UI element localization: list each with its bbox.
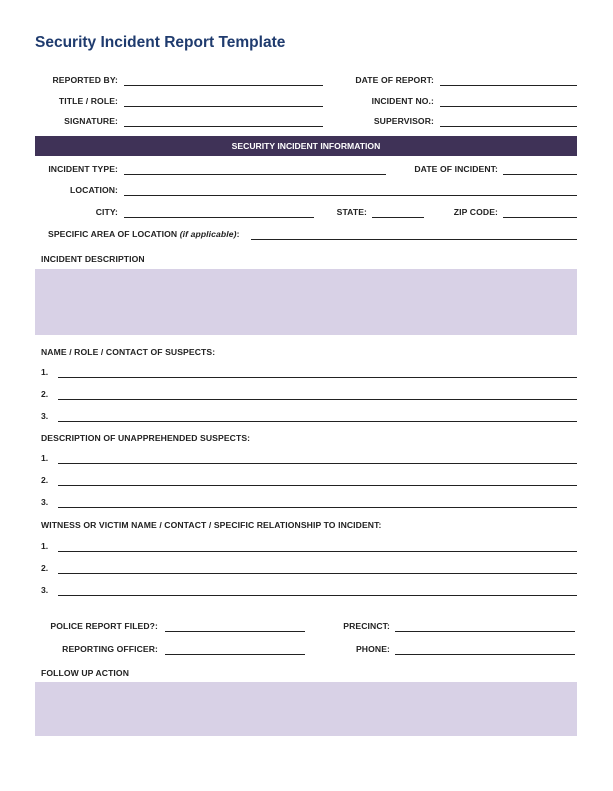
witness-heading: WITNESS OR VICTIM NAME / CONTACT / SPECIFIC RELATIONSHIP TO INCIDENT: (41, 520, 382, 530)
reported-by-field[interactable] (124, 85, 323, 86)
state-field[interactable] (372, 217, 424, 218)
zip-code-field[interactable] (503, 217, 577, 218)
follow-up-heading: FOLLOW UP ACTION (41, 668, 130, 678)
suspects-heading: NAME / ROLE / CONTACT OF SUSPECTS: (41, 347, 216, 357)
date-of-report-field[interactable] (440, 85, 577, 86)
witness-number-1: 1. (41, 541, 49, 551)
unapprehended-number-1: 1. (41, 453, 49, 463)
suspect-number-1: 1. (41, 367, 49, 377)
page-title: Security Incident Report Template (35, 34, 286, 51)
police-report-filed-field[interactable] (165, 631, 305, 632)
signature-field[interactable] (124, 126, 323, 127)
specific-area-field[interactable] (251, 239, 577, 240)
witness-line-3[interactable] (58, 595, 577, 596)
police-report-filed-label: POLICE REPORT FILED?: (50, 621, 158, 631)
unapprehended-line-1[interactable] (58, 463, 577, 464)
phone-label: PHONE: (355, 644, 390, 654)
supervisor-field[interactable] (440, 126, 577, 127)
zip-code-label: ZIP CODE: (453, 207, 498, 217)
city-field[interactable] (124, 217, 314, 218)
precinct-label: PRECINCT: (343, 621, 390, 631)
incident-description-heading: INCIDENT DESCRIPTION (41, 254, 145, 264)
phone-field[interactable] (395, 654, 575, 655)
unapprehended-line-3[interactable] (58, 507, 577, 508)
incident-type-label: INCIDENT TYPE: (48, 164, 118, 174)
precinct-field[interactable] (395, 631, 575, 632)
witness-line-1[interactable] (58, 551, 577, 552)
incident-no-label: INCIDENT NO.: (371, 96, 434, 106)
reporting-officer-label: REPORTING OFFICER: (62, 644, 158, 654)
follow-up-area[interactable] (35, 682, 577, 736)
unapprehended-number-2: 2. (41, 475, 49, 485)
location-field[interactable] (124, 195, 577, 196)
unapprehended-line-2[interactable] (58, 485, 577, 486)
incident-no-field[interactable] (440, 106, 577, 107)
witness-number-3: 3. (41, 585, 49, 595)
reporting-officer-field[interactable] (165, 654, 305, 655)
title-role-label: TITLE / ROLE: (58, 96, 118, 106)
location-label: LOCATION: (70, 185, 118, 195)
date-of-incident-field[interactable] (503, 174, 577, 175)
suspect-number-3: 3. (41, 411, 49, 421)
title-role-field[interactable] (124, 106, 323, 107)
suspect-line-3[interactable] (58, 421, 577, 422)
witness-line-2[interactable] (58, 573, 577, 574)
reported-by-label: REPORTED BY: (52, 75, 118, 85)
unapprehended-number-3: 3. (41, 497, 49, 507)
suspect-line-1[interactable] (58, 377, 577, 378)
specific-area-label: SPECIFIC AREA OF LOCATION (if applicable): (48, 229, 240, 239)
supervisor-label: SUPERVISOR: (373, 116, 434, 126)
suspect-number-2: 2. (41, 389, 49, 399)
city-label: CITY: (95, 207, 118, 217)
date-of-report-label: DATE OF REPORT: (355, 75, 434, 85)
security-incident-information-banner: SECURITY INCIDENT INFORMATION (35, 136, 577, 156)
state-label: STATE: (336, 207, 367, 217)
signature-label: SIGNATURE: (64, 116, 118, 126)
date-of-incident-label: DATE OF INCIDENT: (414, 164, 498, 174)
incident-description-area[interactable] (35, 269, 577, 335)
suspect-line-2[interactable] (58, 399, 577, 400)
incident-type-field[interactable] (124, 174, 386, 175)
unapprehended-heading: DESCRIPTION OF UNAPPREHENDED SUSPECTS: (41, 433, 251, 443)
witness-number-2: 2. (41, 563, 49, 573)
